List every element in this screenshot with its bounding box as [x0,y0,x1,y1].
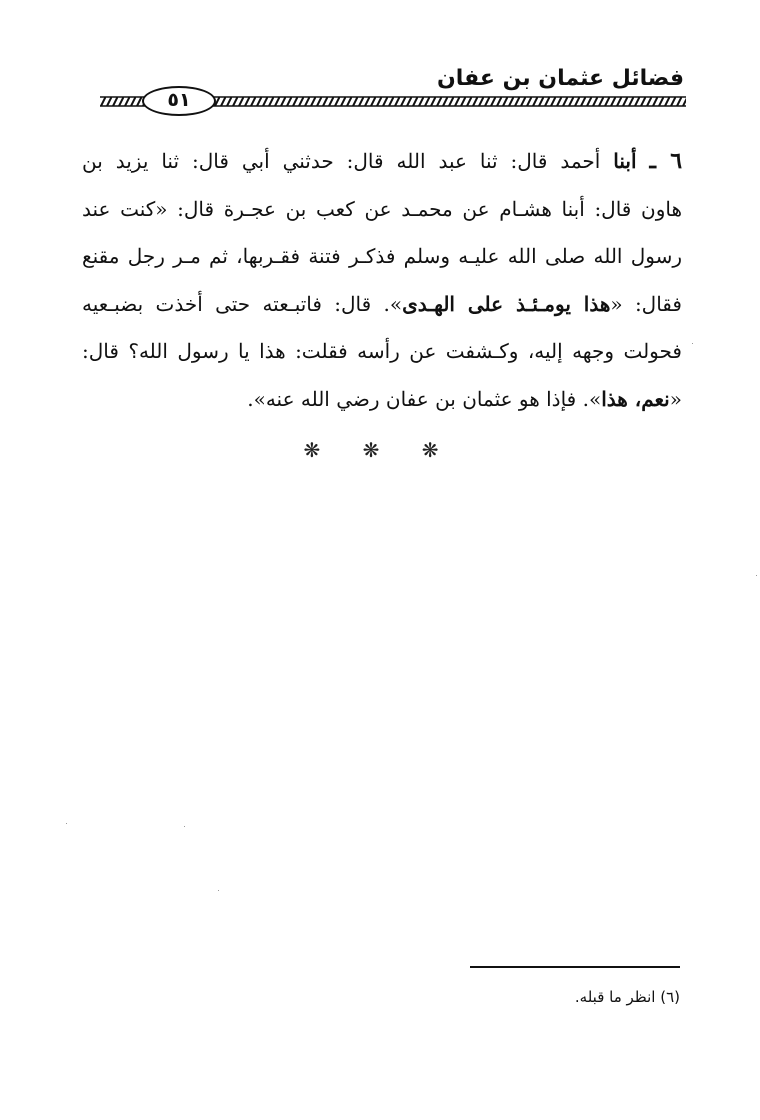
scan-speck [218,890,219,891]
quoted-bold: هذا يومـئـذ على الهـدى [402,291,611,316]
text-line-3: رسول الله صلى الله عليـه وسلم فذكـر فتنة فقـربها، ثم مـر رجل مقنع [82,244,682,268]
scan-speck [756,575,757,576]
footnote: (٦) انظر ما قبله. [574,988,680,1006]
scan-speck [66,823,67,824]
footnote-rule [470,966,680,968]
section-ornament: ❋ ❋ ❋ [303,438,457,462]
scan-speck [184,826,185,827]
text-line-2: هاون قال: أبنا هشـام عن محمـد عن كعب بن عجـرة قال: «كنت عند [82,196,682,221]
running-title: فضائل عثمان بن عفان [437,66,684,91]
line-text-before: فقال: « [610,291,682,316]
page-number: ٥١ [142,86,216,116]
quoted-bold: نعم، هذا [601,386,670,411]
scan-speck [692,343,693,344]
line-text-after: ». فإذا هو عثمان بن عفان رضي الله عنه». [247,386,602,411]
hadith-number: ٦ ـ [649,148,683,174]
line-text: أحمد قال: ثنا عبد الله قال: حدثني أبي قال: ثنا يزيد بن [82,149,601,173]
text-line-4 [82,281,682,329]
line-text-before: « [669,386,682,411]
text-line-5: فحولت وجهه إليه، وكـشفت عن رأسه فقلت: هذا يا رسول الله؟ قال: [82,339,682,363]
lead-word: أبنا [613,149,637,173]
text-line-6 [82,376,682,424]
hadith-text [82,138,682,423]
line-text-after: ». قال: فاتبـعته حتى أخذت بضبـعيه [82,291,403,316]
text-line-1 [82,138,682,186]
